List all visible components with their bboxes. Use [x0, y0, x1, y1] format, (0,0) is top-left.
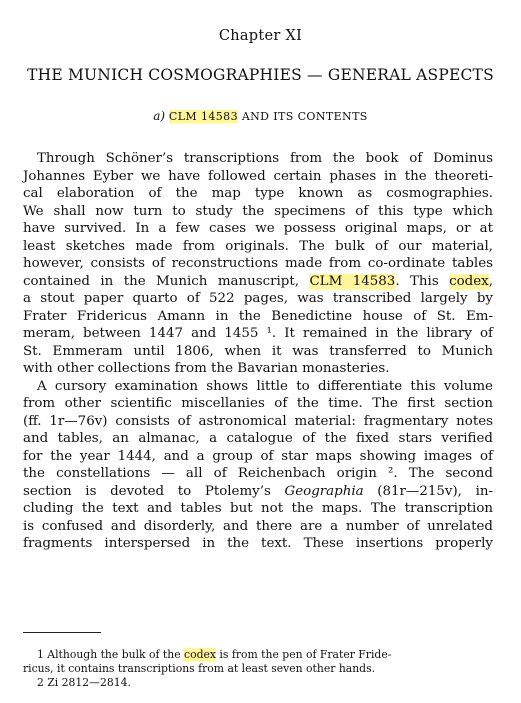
body-line [23, 290, 493, 308]
body-line [23, 343, 493, 361]
text-run: A cursory examination shows little to differentiate this volume [37, 378, 493, 394]
body-line [23, 203, 493, 221]
text-run: . This [395, 273, 450, 289]
body-line [23, 518, 493, 536]
body-line [23, 185, 493, 203]
section-heading [0, 109, 521, 123]
body-line [23, 483, 493, 501]
section-code-highlight: CLM 14583 [168, 110, 238, 123]
body-line [23, 238, 493, 256]
body-line [23, 168, 493, 186]
footnote-line [23, 648, 493, 662]
text-run: contained in the Munich manuscript, [23, 273, 310, 289]
body-line [23, 535, 493, 553]
text-run: Through Schöner’s transcriptions from the book of Dominus [37, 151, 493, 166]
body-line [23, 500, 493, 518]
body-line [23, 255, 493, 273]
chapter-heading [0, 28, 521, 44]
body-line [23, 150, 493, 168]
text-run: with other collections from the Bavarian monasteries. [23, 361, 390, 376]
text-run: and tables, an almanac, a catalogue of the fixed stars verified [23, 431, 493, 446]
body-line [23, 273, 493, 291]
body-line [23, 465, 493, 483]
footnote-line [23, 662, 493, 676]
text-run: however, consists of reconstructions made from co-ordinate tables [23, 256, 493, 271]
body-line [23, 308, 493, 326]
text-run: ricus, it contains transcriptions from at least seven other hands. [23, 662, 376, 675]
highlighted-term: CLM 14583 [309, 273, 396, 289]
text-run: least sketches made from originals. The bulk of our material, [23, 238, 493, 254]
body-line [23, 430, 493, 448]
body-line [23, 220, 493, 238]
text-run: have survived. In a few cases we possess original maps, or at [23, 221, 493, 236]
body-line [23, 413, 493, 431]
text-run: Johannes Eyber we have followed certain phases in the theoreti- [23, 168, 493, 184]
text-run: Frater Fridericus Amann in the Benedictine house of St. Em- [23, 308, 493, 324]
text-run: for the year 1444, and a group of star maps showing images of [23, 448, 493, 464]
body-line [23, 448, 493, 466]
text-run: 1 Although the bulk of the [37, 648, 185, 661]
body-line [23, 325, 493, 343]
chapter-label: Chapter XI [218, 28, 303, 44]
section-prefix: a) [153, 109, 166, 123]
text-run: (ff. 1r—76v) consists of astronomical material: fragmentary notes [23, 413, 493, 429]
highlighted-term: codex [184, 648, 216, 661]
body-line [23, 360, 493, 378]
text-run: the constellations — all of Reichenbach origin ². The second [23, 466, 493, 481]
body-text [23, 150, 493, 553]
footnote-divider [23, 632, 101, 633]
text-run: fragments interspersed in the text. These insertions properly [23, 536, 493, 551]
highlighted-term: codex [449, 273, 489, 289]
text-run: , [488, 273, 494, 289]
text-run: 2 Zi 2812—2814. [37, 676, 131, 689]
text-run: St. Emmeram until 1806, when it was transferred to Munich [23, 343, 493, 359]
text-run: is from the pen of Frater Fride- [215, 648, 392, 661]
italic-title: Geographia [284, 483, 364, 499]
text-run: meram, between 1447 and 1455 ¹. It remained in the library of [23, 326, 493, 341]
text-run: is confused and disorderly, and there are a number of unrelated [23, 518, 493, 534]
footnotes [23, 648, 493, 690]
text-run: from other scientific miscellanies of the time. The first section [23, 396, 493, 411]
text-run: cal elaboration of the map type known as cosmographies. [23, 186, 493, 201]
text-run: cluding the text and tables but not the maps. The transcription [23, 501, 493, 516]
body-line [23, 395, 493, 413]
text-run: section is devoted to Ptolemy’s [23, 483, 285, 499]
footnote-line [23, 676, 493, 690]
section-title-rest: AND ITS CONTENTS [241, 110, 368, 123]
text-run: We shall now turn to study the specimens of this type which [23, 203, 493, 219]
chapter-title: THE MUNICH COSMOGRAPHIES — GENERAL ASPECTS [27, 66, 494, 84]
text-run: a stout paper quarto of 522 pages, was transcribed largely by [23, 291, 493, 306]
text-run: (81r—215v), in- [363, 483, 494, 499]
body-line [23, 378, 493, 396]
